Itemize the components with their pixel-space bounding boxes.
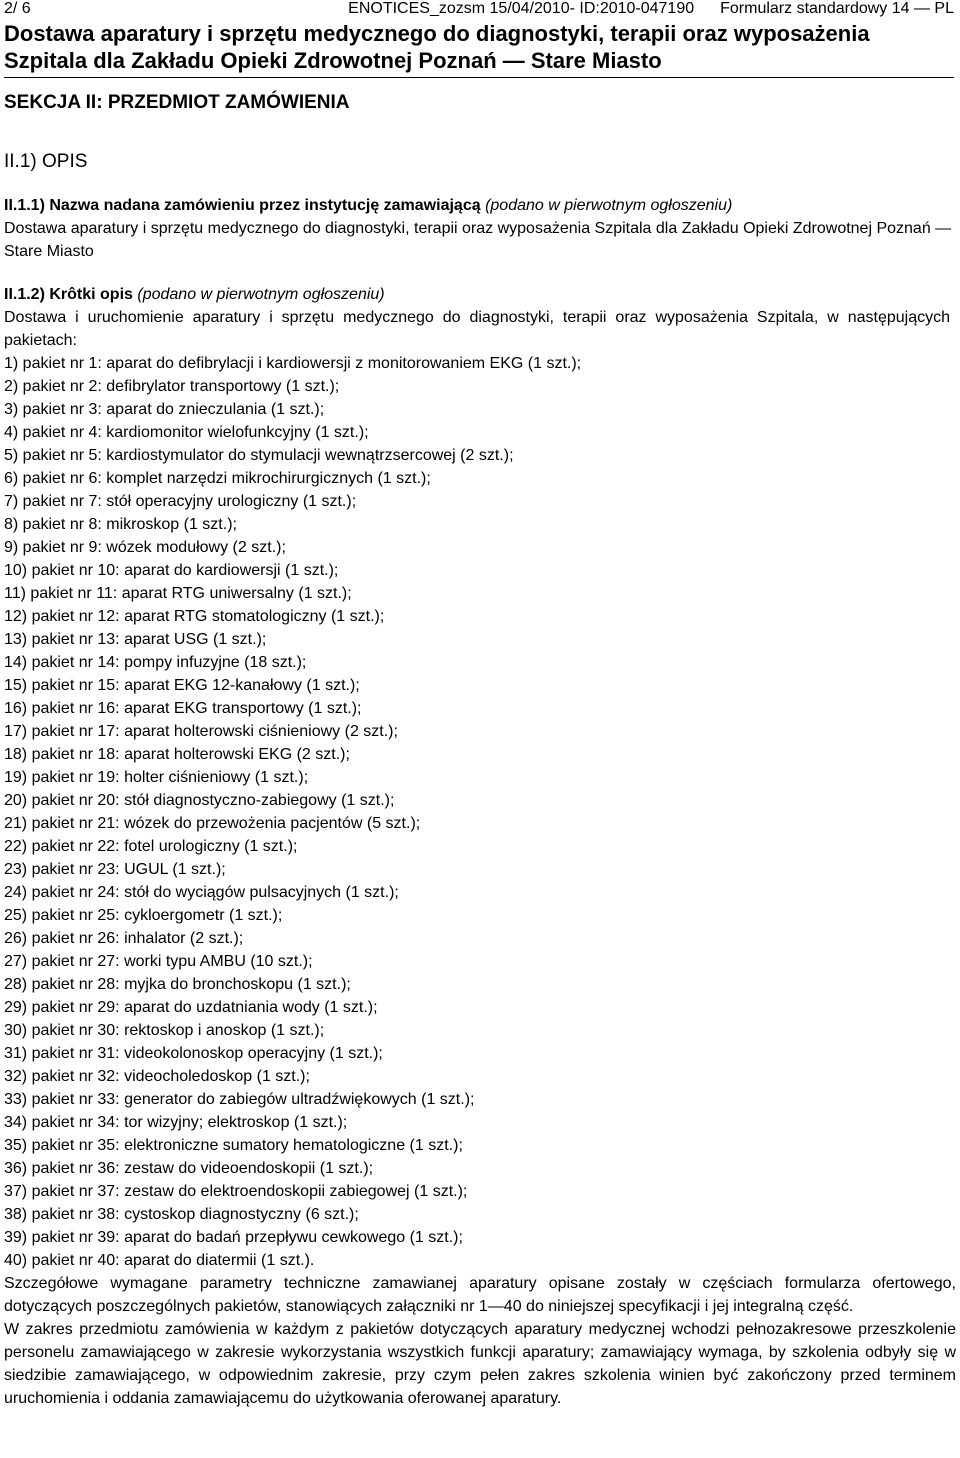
- package-list-item: 40) pakiet nr 40: aparat do diatermii (1 szt.).: [4, 1252, 315, 1269]
- package-list-item: 1) pakiet nr 1: aparat do defibrylacji i kardiowersji z monitorowaniem EKG (1 szt.);: [4, 355, 582, 372]
- package-list-item: 34) pakiet nr 34: tor wizyjny; elektroskop (1 szt.);: [4, 1114, 348, 1131]
- document-title-line2: Szpitala dla Zakładu Opieki Zdrowotnej Poznań — Stare Miasto: [4, 48, 662, 73]
- page-number: 2/ 6: [4, 0, 31, 17]
- package-list-item: 11) pakiet nr 11: aparat RTG uniwersalny (1 szt.);: [4, 585, 352, 602]
- package-list-item: 32) pakiet nr 32: videocholedoskop (1 szt.);: [4, 1068, 310, 1085]
- training-requirements-paragraph: W zakres przedmiotu zamówienia w każdym z pakietów dotyczących aparatury medycznej wchodzi pełnozakresowe przeszkolenie personelu zamawiającego w zakresie wykorzystania wszystkich funkcji aparatury; zamawiający wymaga, by szkolenia odbyły się w siedzibie zamawiającego, w odpowiednim zakresie, przy czym pełen zakres szkolenia winien być zakończony przed terminem uruchomienia i oddania zamawiającemu do użytkowania oferowanej aparatury.: [4, 1321, 956, 1407]
- package-list-item: 28) pakiet nr 28: myjka do bronchoskopu (1 szt.);: [4, 976, 351, 993]
- package-list-item: 36) pakiet nr 36: zestaw do videoendoskopii (1 szt.);: [4, 1160, 374, 1177]
- package-list-item: 18) pakiet nr 18: aparat holterowski EKG (2 szt.);: [4, 746, 350, 763]
- package-list-item: 37) pakiet nr 37: zestaw do elektroendoskopii zabiegowej (1 szt.);: [4, 1183, 468, 1200]
- package-list-item: 26) pakiet nr 26: inhalator (2 szt.);: [4, 930, 244, 947]
- package-list-item: 8) pakiet nr 8: mikroskop (1 szt.);: [4, 516, 237, 533]
- package-list-item: 39) pakiet nr 39: aparat do badań przepływu cewkowego (1 szt.);: [4, 1229, 463, 1246]
- package-list-item: 23) pakiet nr 23: UGUL (1 szt.);: [4, 861, 226, 878]
- contract-name-block: [4, 194, 956, 263]
- package-list-item: 29) pakiet nr 29: aparat do uzdatniania wody (1 szt.);: [4, 999, 378, 1016]
- contract-name-note: (podano w pierwotnym ogłoszeniu): [485, 197, 733, 214]
- technical-parameters-paragraph: Szczegółowe wymagane parametry techniczne zamawianej aparatury opisane zostały w częściach formularza ofertowego, dotyczących poszczególnych pakietów, stanowiących załączniki nr 1—40 do niniejszej specyfikacji i jej integralną część.: [4, 1275, 956, 1315]
- package-list-item: 9) pakiet nr 9: wózek modułowy (2 szt.);: [4, 539, 286, 556]
- contract-name-label: II.1.1) Nazwa nadana zamówieniu przez instytucję zamawiającą: [4, 197, 481, 214]
- package-list-item: 22) pakiet nr 22: fotel urologiczny (1 szt.);: [4, 838, 298, 855]
- package-list-item: 25) pakiet nr 25: cykloergometr (1 szt.);: [4, 907, 283, 924]
- package-list-item: 33) pakiet nr 33: generator do zabiegów ultradźwiękowych (1 szt.);: [4, 1091, 475, 1108]
- package-list-item: 12) pakiet nr 12: aparat RTG stomatologiczny (1 szt.);: [4, 608, 385, 625]
- package-list-item: 31) pakiet nr 31: videokolonoskop operacyjny (1 szt.);: [4, 1045, 383, 1062]
- document-title-line1: Dostawa aparatury i sprzętu medycznego do diagnostyki, terapii oraz wyposażenia: [4, 21, 870, 46]
- package-list-item: 19) pakiet nr 19: holter ciśnieniowy (1 szt.);: [4, 769, 309, 786]
- form-type: Formularz standardowy 14 — PL: [720, 0, 954, 17]
- package-list: [4, 352, 956, 1272]
- section-heading: SEKCJA II: PRZEDMIOT ZAMÓWIENIA: [4, 92, 350, 113]
- package-list-item: 16) pakiet nr 16: aparat EKG transportowy (1 szt.);: [4, 700, 362, 717]
- contract-name-text: Dostawa aparatury i sprzętu medycznego do diagnostyki, terapii oraz wyposażenia Szpitala dla Zakładu Opieki Zdrowotnej Poznań — Stare Miasto: [4, 220, 952, 260]
- package-list-item: 27) pakiet nr 27: worki typu AMBU (10 szt.);: [4, 953, 313, 970]
- notice-reference: ENOTICES_zozsm 15/04/2010- ID:2010-047190: [348, 0, 695, 17]
- package-list-item: 6) pakiet nr 6: komplet narzędzi mikrochirurgicznych (1 szt.);: [4, 470, 431, 487]
- document-title: [4, 20, 954, 78]
- short-description-note: (podano w pierwotnym ogłoszeniu): [137, 286, 385, 303]
- package-list-item: 5) pakiet nr 5: kardiostymulator do stymulacji wewnątrzsercowej (2 szt.);: [4, 447, 514, 464]
- package-list-item: 10) pakiet nr 10: aparat do kardiowersji (1 szt.);: [4, 562, 339, 579]
- short-description-intro: Dostawa i uruchomienie aparatury i sprzętu medycznego do diagnostyki, terapii oraz wyposażenia Szpitala, w następujących pakietach:: [4, 309, 950, 349]
- package-list-item: 13) pakiet nr 13: aparat USG (1 szt.);: [4, 631, 267, 648]
- package-list-item: 2) pakiet nr 2: defibrylator transportowy (1 szt.);: [4, 378, 340, 395]
- package-list-item: 17) pakiet nr 17: aparat holterowski ciśnieniowy (2 szt.);: [4, 723, 398, 740]
- package-list-item: 7) pakiet nr 7: stół operacyjny urologiczny (1 szt.);: [4, 493, 357, 510]
- subsection-heading: II.1) OPIS: [4, 151, 88, 172]
- short-description-block: [4, 283, 956, 1410]
- short-description-label: II.1.2) Krôtki opis: [4, 286, 133, 303]
- page-header: [4, 0, 954, 20]
- package-list-item: 30) pakiet nr 30: rektoskop i anoskop (1 szt.);: [4, 1022, 325, 1039]
- package-list-item: 20) pakiet nr 20: stół diagnostyczno-zabiegowy (1 szt.);: [4, 792, 395, 809]
- package-list-item: 38) pakiet nr 38: cystoskop diagnostyczny (6 szt.);: [4, 1206, 359, 1223]
- package-list-item: 21) pakiet nr 21: wózek do przewożenia pacjentów (5 szt.);: [4, 815, 421, 832]
- package-list-item: 15) pakiet nr 15: aparat EKG 12-kanałowy (1 szt.);: [4, 677, 360, 694]
- package-list-item: 14) pakiet nr 14: pompy infuzyjne (18 szt.);: [4, 654, 307, 671]
- package-list-item: 4) pakiet nr 4: kardiomonitor wielofunkcyjny (1 szt.);: [4, 424, 369, 441]
- package-list-item: 3) pakiet nr 3: aparat do znieczulania (1 szt.);: [4, 401, 325, 418]
- package-list-item: 24) pakiet nr 24: stół do wyciągów pulsacyjnych (1 szt.);: [4, 884, 399, 901]
- package-list-item: 35) pakiet nr 35: elektroniczne sumatory hematologiczne (1 szt.);: [4, 1137, 463, 1154]
